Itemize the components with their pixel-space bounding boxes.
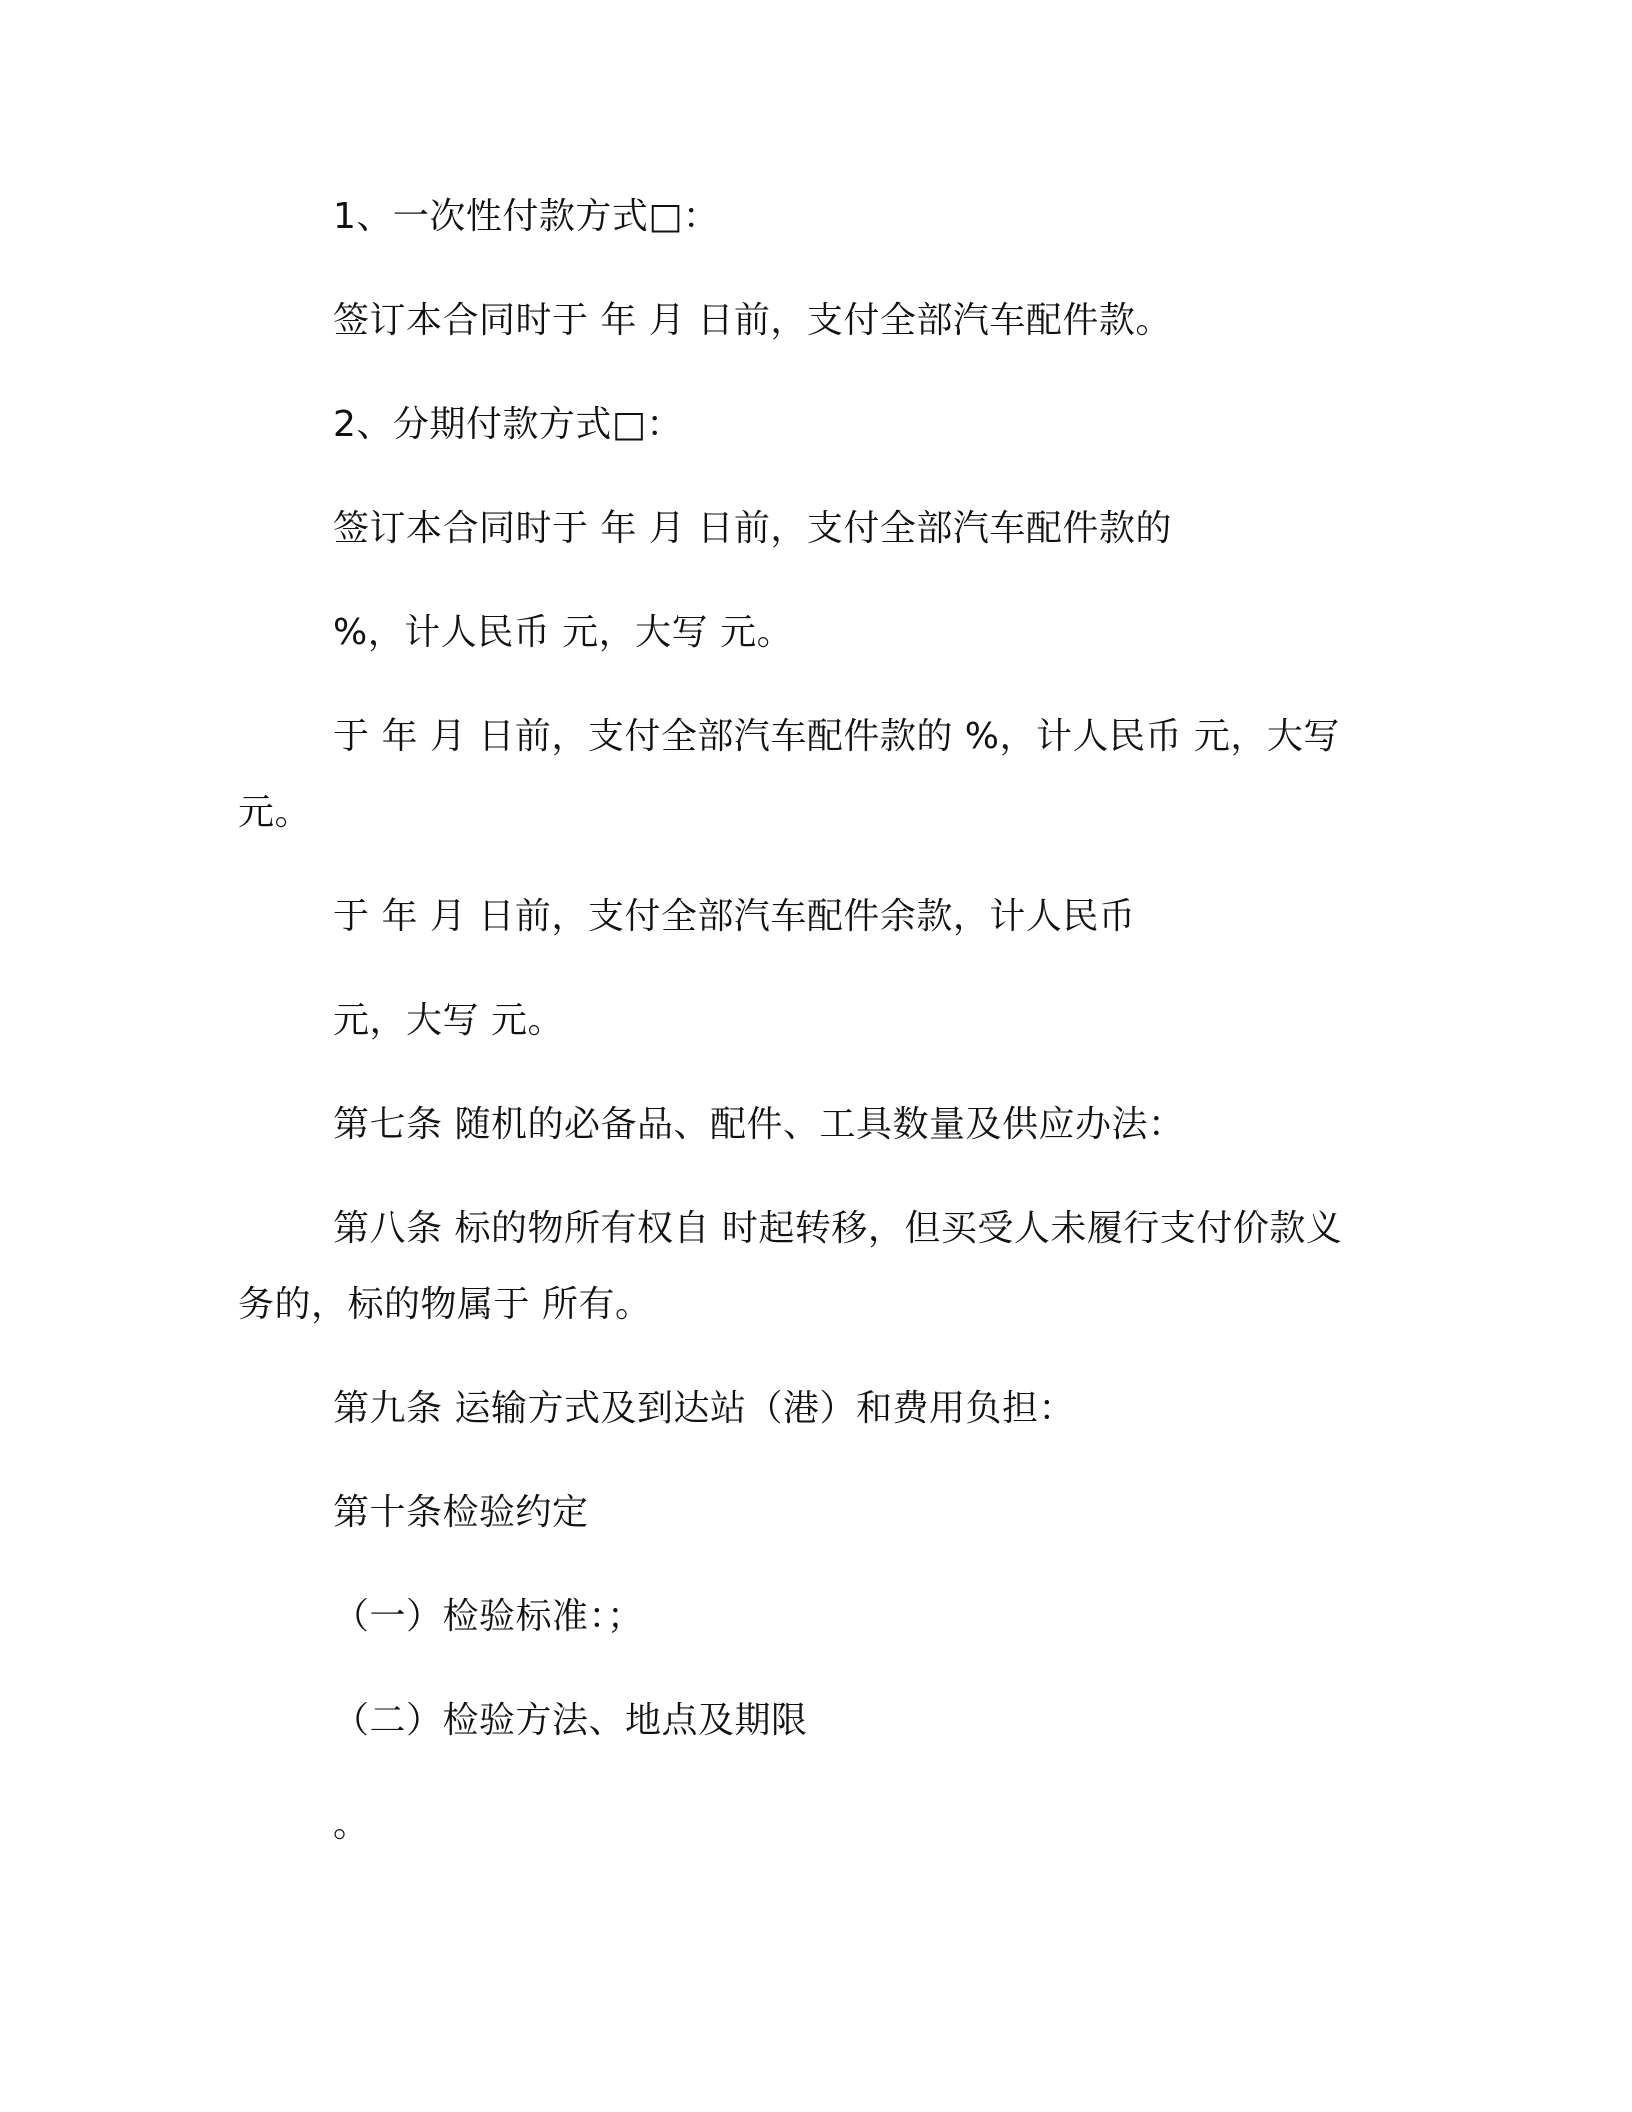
- installment-second-payment-line-2: 元。: [238, 792, 312, 833]
- article-8-line-1: 第八条 标的物所有权自 时起转移，但买受人未履行支付价款义: [333, 1208, 1343, 1249]
- article-9-heading: 第九条 运输方式及到达站（港）和费用负担：: [333, 1388, 1075, 1429]
- installment-terms-line-1: 签订本合同时于 年 月 日前，支付全部汽车配件款的: [333, 508, 1172, 549]
- installment-terms-line-2: %，计人民币 元，大写 元。: [333, 612, 794, 653]
- article-7-heading: 第七条 随机的必备品、配件、工具数量及供应办法：: [333, 1104, 1185, 1145]
- payment-option-lump-sum: 1、一次性付款方式□：: [333, 196, 720, 237]
- closing-period: 。: [333, 1804, 370, 1845]
- installment-balance-line-2: 元，大写 元。: [333, 1000, 564, 1041]
- installment-second-payment-line-1: 于 年 月 日前，支付全部汽车配件款的 %，计人民币 元，大写: [333, 716, 1340, 757]
- inspection-method: （二）检验方法、地点及期限: [333, 1700, 808, 1741]
- lump-sum-terms: 签订本合同时于 年 月 日前，支付全部汽车配件款。: [333, 300, 1172, 341]
- installment-balance-line-1: 于 年 月 日前，支付全部汽车配件余款，计人民币: [333, 896, 1136, 937]
- inspection-standard: （一）检验标准：；: [333, 1596, 644, 1637]
- article-10-heading: 第十条检验约定: [333, 1492, 589, 1533]
- article-8-line-2: 务的，标的物属于 所有。: [238, 1284, 652, 1325]
- payment-option-installment: 2、分期付款方式□：: [333, 404, 683, 445]
